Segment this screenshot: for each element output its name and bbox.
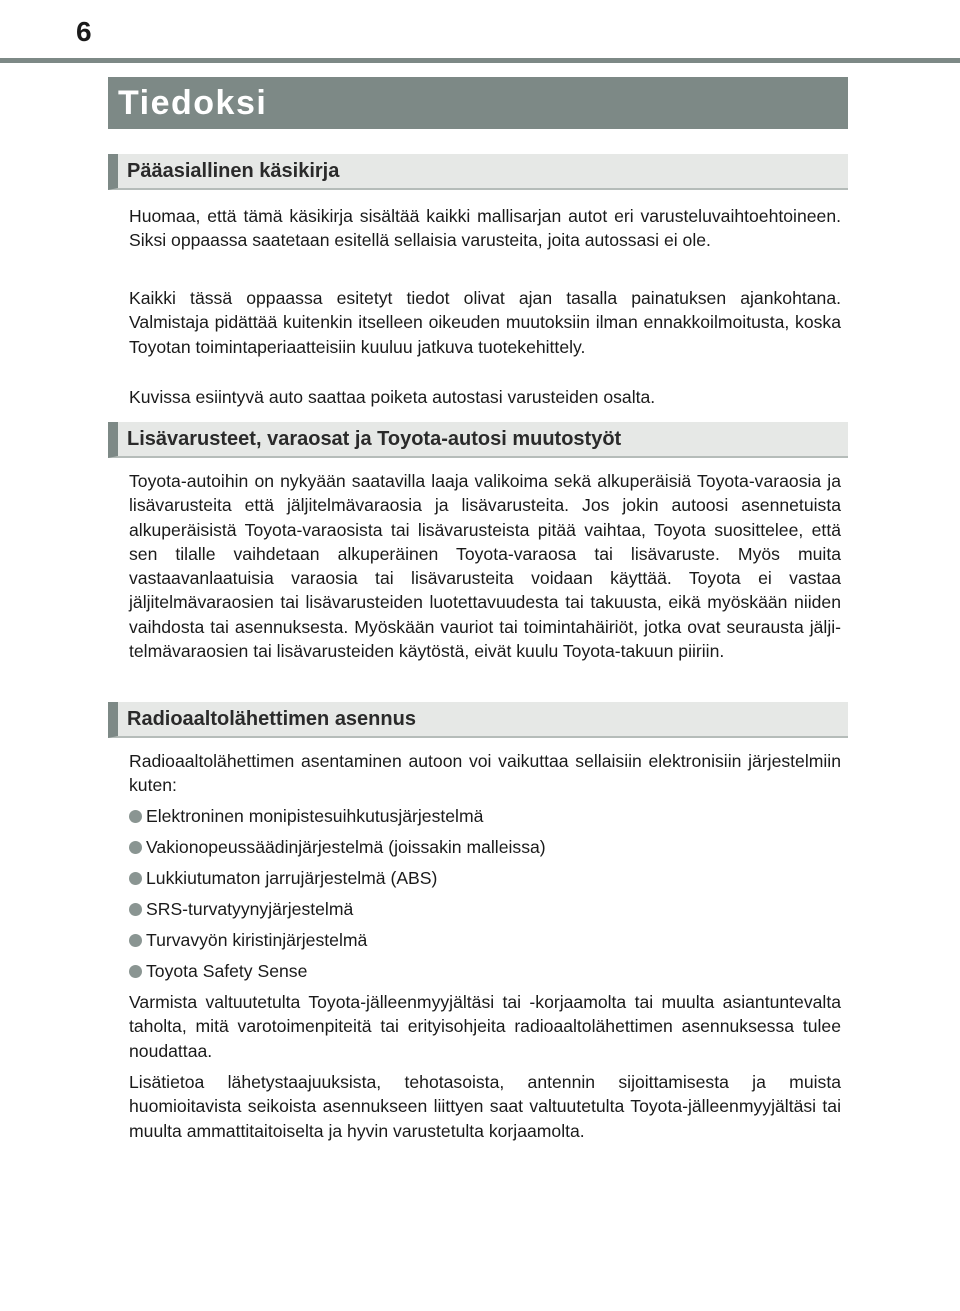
paragraph: Varmista valtuutetulta Toyota-jälleenmyyjältäsi tai -korjaamolta tai muulta asiantuntevalta taholta, mitä varotoimenpiteitä tai erityisohjeita radioaaltolähettimen asennuksessa tulee noudattaa. bbox=[129, 992, 841, 1061]
list-item: Vakionopeussäädinjärjestelmä (joissakin malleissa) bbox=[129, 835, 841, 859]
section-heading-label: Lisävarusteet, varaosat ja Toyota-autosi muutostyöt bbox=[127, 427, 622, 450]
paragraph: Kuvissa esiintyvä auto saattaa poiketa autostasi varusteiden osalta. bbox=[129, 387, 656, 407]
list-item: SRS-turvatyynyjärjestelmä bbox=[129, 897, 841, 921]
bullet-icon bbox=[129, 965, 142, 978]
page-title: Tiedoksi bbox=[118, 83, 268, 122]
bullet-icon bbox=[129, 841, 142, 854]
paragraph: Huomaa, että tämä käsikirja sisältää kaikki mallisarjan autot eri varusteluvaihtoehtoineen. Siksi oppaassa saatetaan esitellä sellaisia varusteita, joita autossasi ei ole. bbox=[129, 206, 841, 251]
paragraph: Lisätietoa lähetystaajuuksista, tehotasoista, antennin sijoittamisesta ja muista huomioitavista seikoista asennukseen liittyen saat valtuutetulta Toyota-jälleenmyyjältäsi tai muulta ammattitaitoiselta ja hyvin varustetulta korjaamolta. bbox=[129, 1072, 841, 1141]
bullet-icon bbox=[129, 872, 142, 885]
list-item: Toyota Safety Sense bbox=[129, 959, 841, 983]
section-heading-label: Radioaaltolähettimen asennus bbox=[127, 707, 416, 730]
paragraph: Radioaaltolähettimen asentaminen autoon voi vaikuttaa sellaisiin elektronisiin järjestelmiin kuten: bbox=[129, 751, 841, 796]
list-item: Elektroninen monipistesuihkutusjärjestelmä bbox=[129, 804, 841, 828]
section-heading-accessories bbox=[108, 422, 848, 458]
paragraph: Toyota-autoihin on nykyään saatavilla laaja valikoima sekä alkuperäisiä Toyota-varaosia ja lisävarusteita että jäljitelmävaraosia ja lisävarusteita. Jos jokin autoosi asennetuista alkuperäisistä Toyota-varaosista tai lisävarusteista pitää vaihtaa, Toyota suosittelee, että sen tilalle vaihdetaan alkuperäinen Toyota-varaosa tai lisävaruste. Myös muita vastaavanlaatuisia varaosia tai lisävarusteita voidaan käyttää. Toyota ei vastaa jäljitelmävaraosien tai lisävarusteiden luotettavuudesta tai takuusta, eikä myöskään niiden vaihdosta tai asennuksesta. Myöskään vauriot tai toimintahäiriöt, jotka ovat seurausta jäljitelmävaraosien tai lisävarusteiden käytöstä, eivät kuulu Toyota-takuun piiriin. bbox=[129, 471, 841, 662]
bullet-icon bbox=[129, 810, 142, 823]
list-item: Lukkiutumaton jarrujärjestelmä (ABS) bbox=[129, 866, 841, 890]
bullet-icon bbox=[129, 934, 142, 947]
chapter-title-bar bbox=[108, 77, 848, 129]
section-heading-radio-transmitter bbox=[108, 702, 848, 738]
paragraph: Kaikki tässä oppaassa esitetyt tiedot olivat ajan tasalla painatuksen ajankohtana. Valmistaja pidättää kuitenkin itselleen oikeuden muutoksiin ilman ennakkoilmoitusta, koska Toyotan toimintaperiaatteisiin kuuluu jatkuva tuotekehittely. bbox=[129, 288, 841, 357]
list-item: Turvavyön kiristinjärjestelmä bbox=[129, 928, 841, 952]
header-rule bbox=[0, 58, 960, 63]
section-heading-main-manual bbox=[108, 154, 848, 190]
page-number: 6 bbox=[76, 16, 92, 47]
section-heading-label: Pääasiallinen käsikirja bbox=[127, 159, 340, 182]
bullet-icon bbox=[129, 903, 142, 916]
